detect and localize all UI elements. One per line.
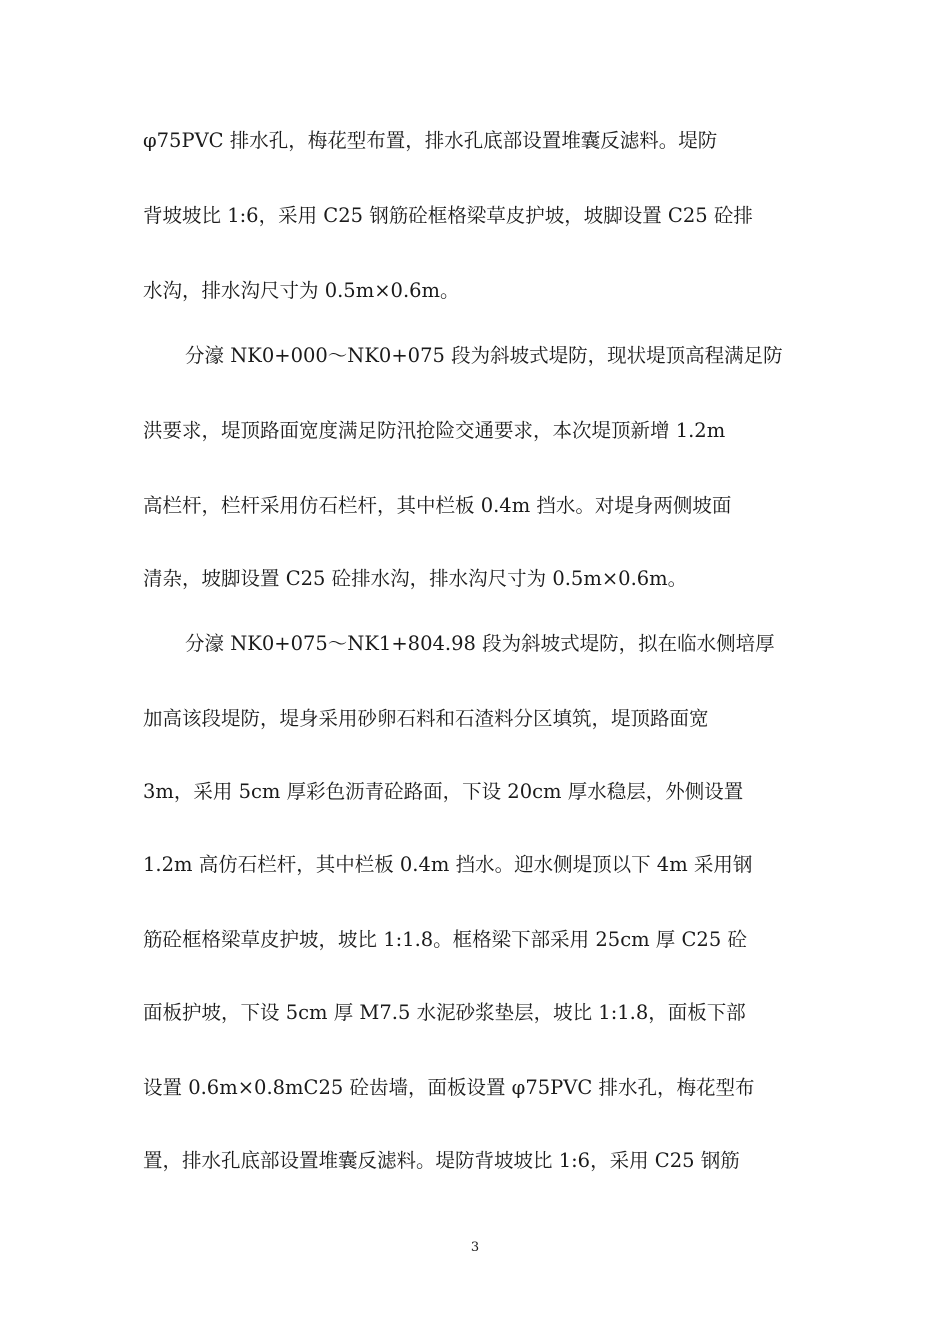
text-line-9: 加高该段堤防，堤身采用砂卵石料和石渣料分区填筑，堤顶路面宽	[143, 707, 709, 730]
text-line-11: 1.2m 高仿石栏杆，其中栏板 0.4m 挡水。迎水侧堤顶以下 4m 采用钢	[143, 853, 753, 876]
page-number: 3	[470, 1240, 480, 1255]
text-line-13: 面板护坡，下设 5cm 厚 M7.5 水泥砂浆垫层，坡比 1:1.8，面板下部	[143, 1001, 746, 1024]
text-line-10: 3m，采用 5cm 厚彩色沥青砼路面，下设 20cm 厚水稳层，外侧设置	[143, 780, 744, 803]
text-line-14: 设置 0.6m×0.8mC25 砼齿墙，面板设置 φ75PVC 排水孔，梅花型布	[143, 1076, 755, 1099]
text-line-1: φ75PVC 排水孔，梅花型布置，排水孔底部设置堆囊反滤料。堤防	[143, 129, 718, 152]
text-line-3: 水沟，排水沟尺寸为 0.5m×0.6m。	[143, 279, 460, 302]
text-line-2: 背坡坡比 1:6，采用 C25 钢筋砼框格梁草皮护坡，坡脚设置 C25 砼排	[143, 204, 753, 227]
text-line-5: 洪要求，堤顶路面宽度满足防汛抢险交通要求，本次堤顶新增 1.2m	[143, 419, 726, 442]
text-line-4: 分濠 NK0+000～NK0+075 段为斜坡式堤防，现状堤顶高程满足防	[185, 344, 783, 367]
text-line-6: 高栏杆，栏杆采用仿石栏杆，其中栏板 0.4m 挡水。对堤身两侧坡面	[143, 494, 732, 517]
text-line-15: 置，排水孔底部设置堆囊反滤料。堤防背坡坡比 1:6，采用 C25 钢筋	[143, 1149, 740, 1172]
text-line-7: 清杂，坡脚设置 C25 砼排水沟，排水沟尺寸为 0.5m×0.6m。	[143, 567, 688, 590]
text-line-8: 分濠 NK0+075～NK1+804.98 段为斜坡式堤防，拟在临水侧培厚	[185, 632, 775, 655]
text-line-12: 筋砼框格梁草皮护坡，坡比 1:1.8。框格梁下部采用 25cm 厚 C25 砼	[143, 928, 747, 951]
